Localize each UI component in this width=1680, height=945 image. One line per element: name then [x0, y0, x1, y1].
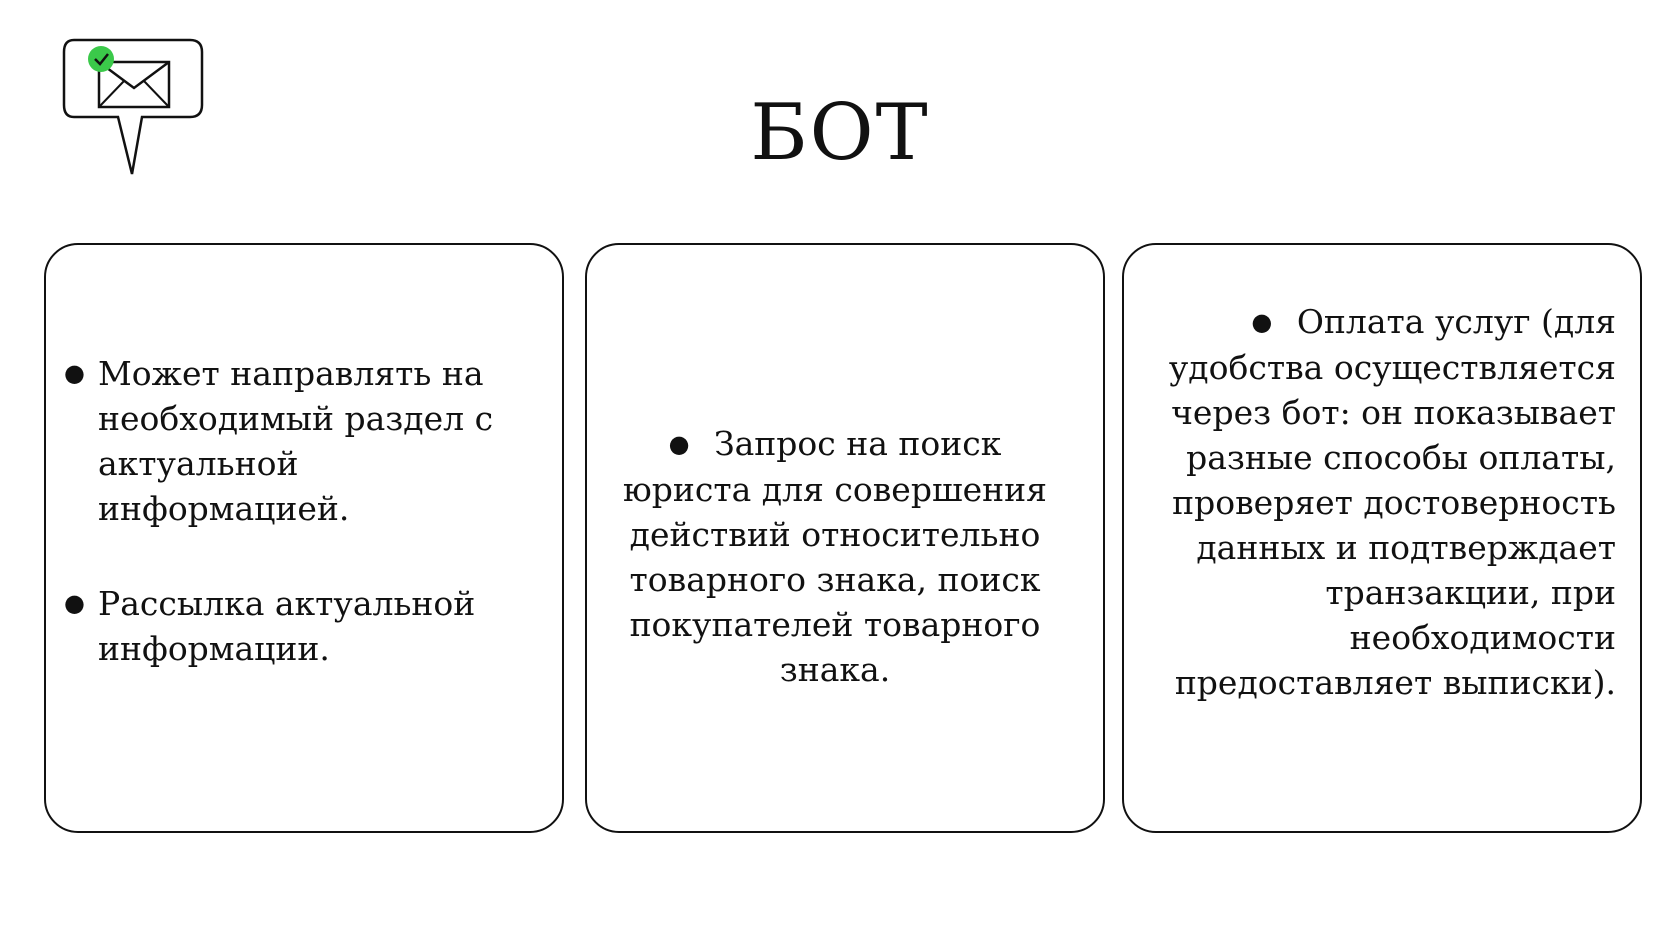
card-payment [1122, 243, 1642, 833]
slide-title: БОТ [750, 88, 930, 178]
list-item [1146, 299, 1616, 705]
list-item [605, 421, 1065, 692]
bullet-list [64, 351, 534, 721]
item-text: Оплата услуг (для удобства осуществляется через бот: он показывает разные способы оплаты, проверяет достоверность данных и подтверждает транзакции, при необходимости предоставляет выписки). [1168, 302, 1616, 702]
list-item [64, 581, 534, 671]
list-item [64, 351, 534, 531]
item-text: Может направлять на необходимый раздел с актуальной информацией. [98, 354, 494, 528]
item-text: Запрос на поиск юриста для совершения действий относительно товарного знака, поиск покупателей товарного знака. [623, 424, 1047, 689]
bullet-icon: ● [668, 430, 690, 458]
bullet-icon: ● [64, 589, 85, 617]
card-lawyer-search [585, 243, 1105, 833]
bullet-icon: ● [64, 359, 85, 387]
card-navigation [44, 243, 564, 833]
item-text: Рассылка актуальной информации. [98, 584, 476, 668]
bullet-icon: ● [1251, 308, 1273, 336]
